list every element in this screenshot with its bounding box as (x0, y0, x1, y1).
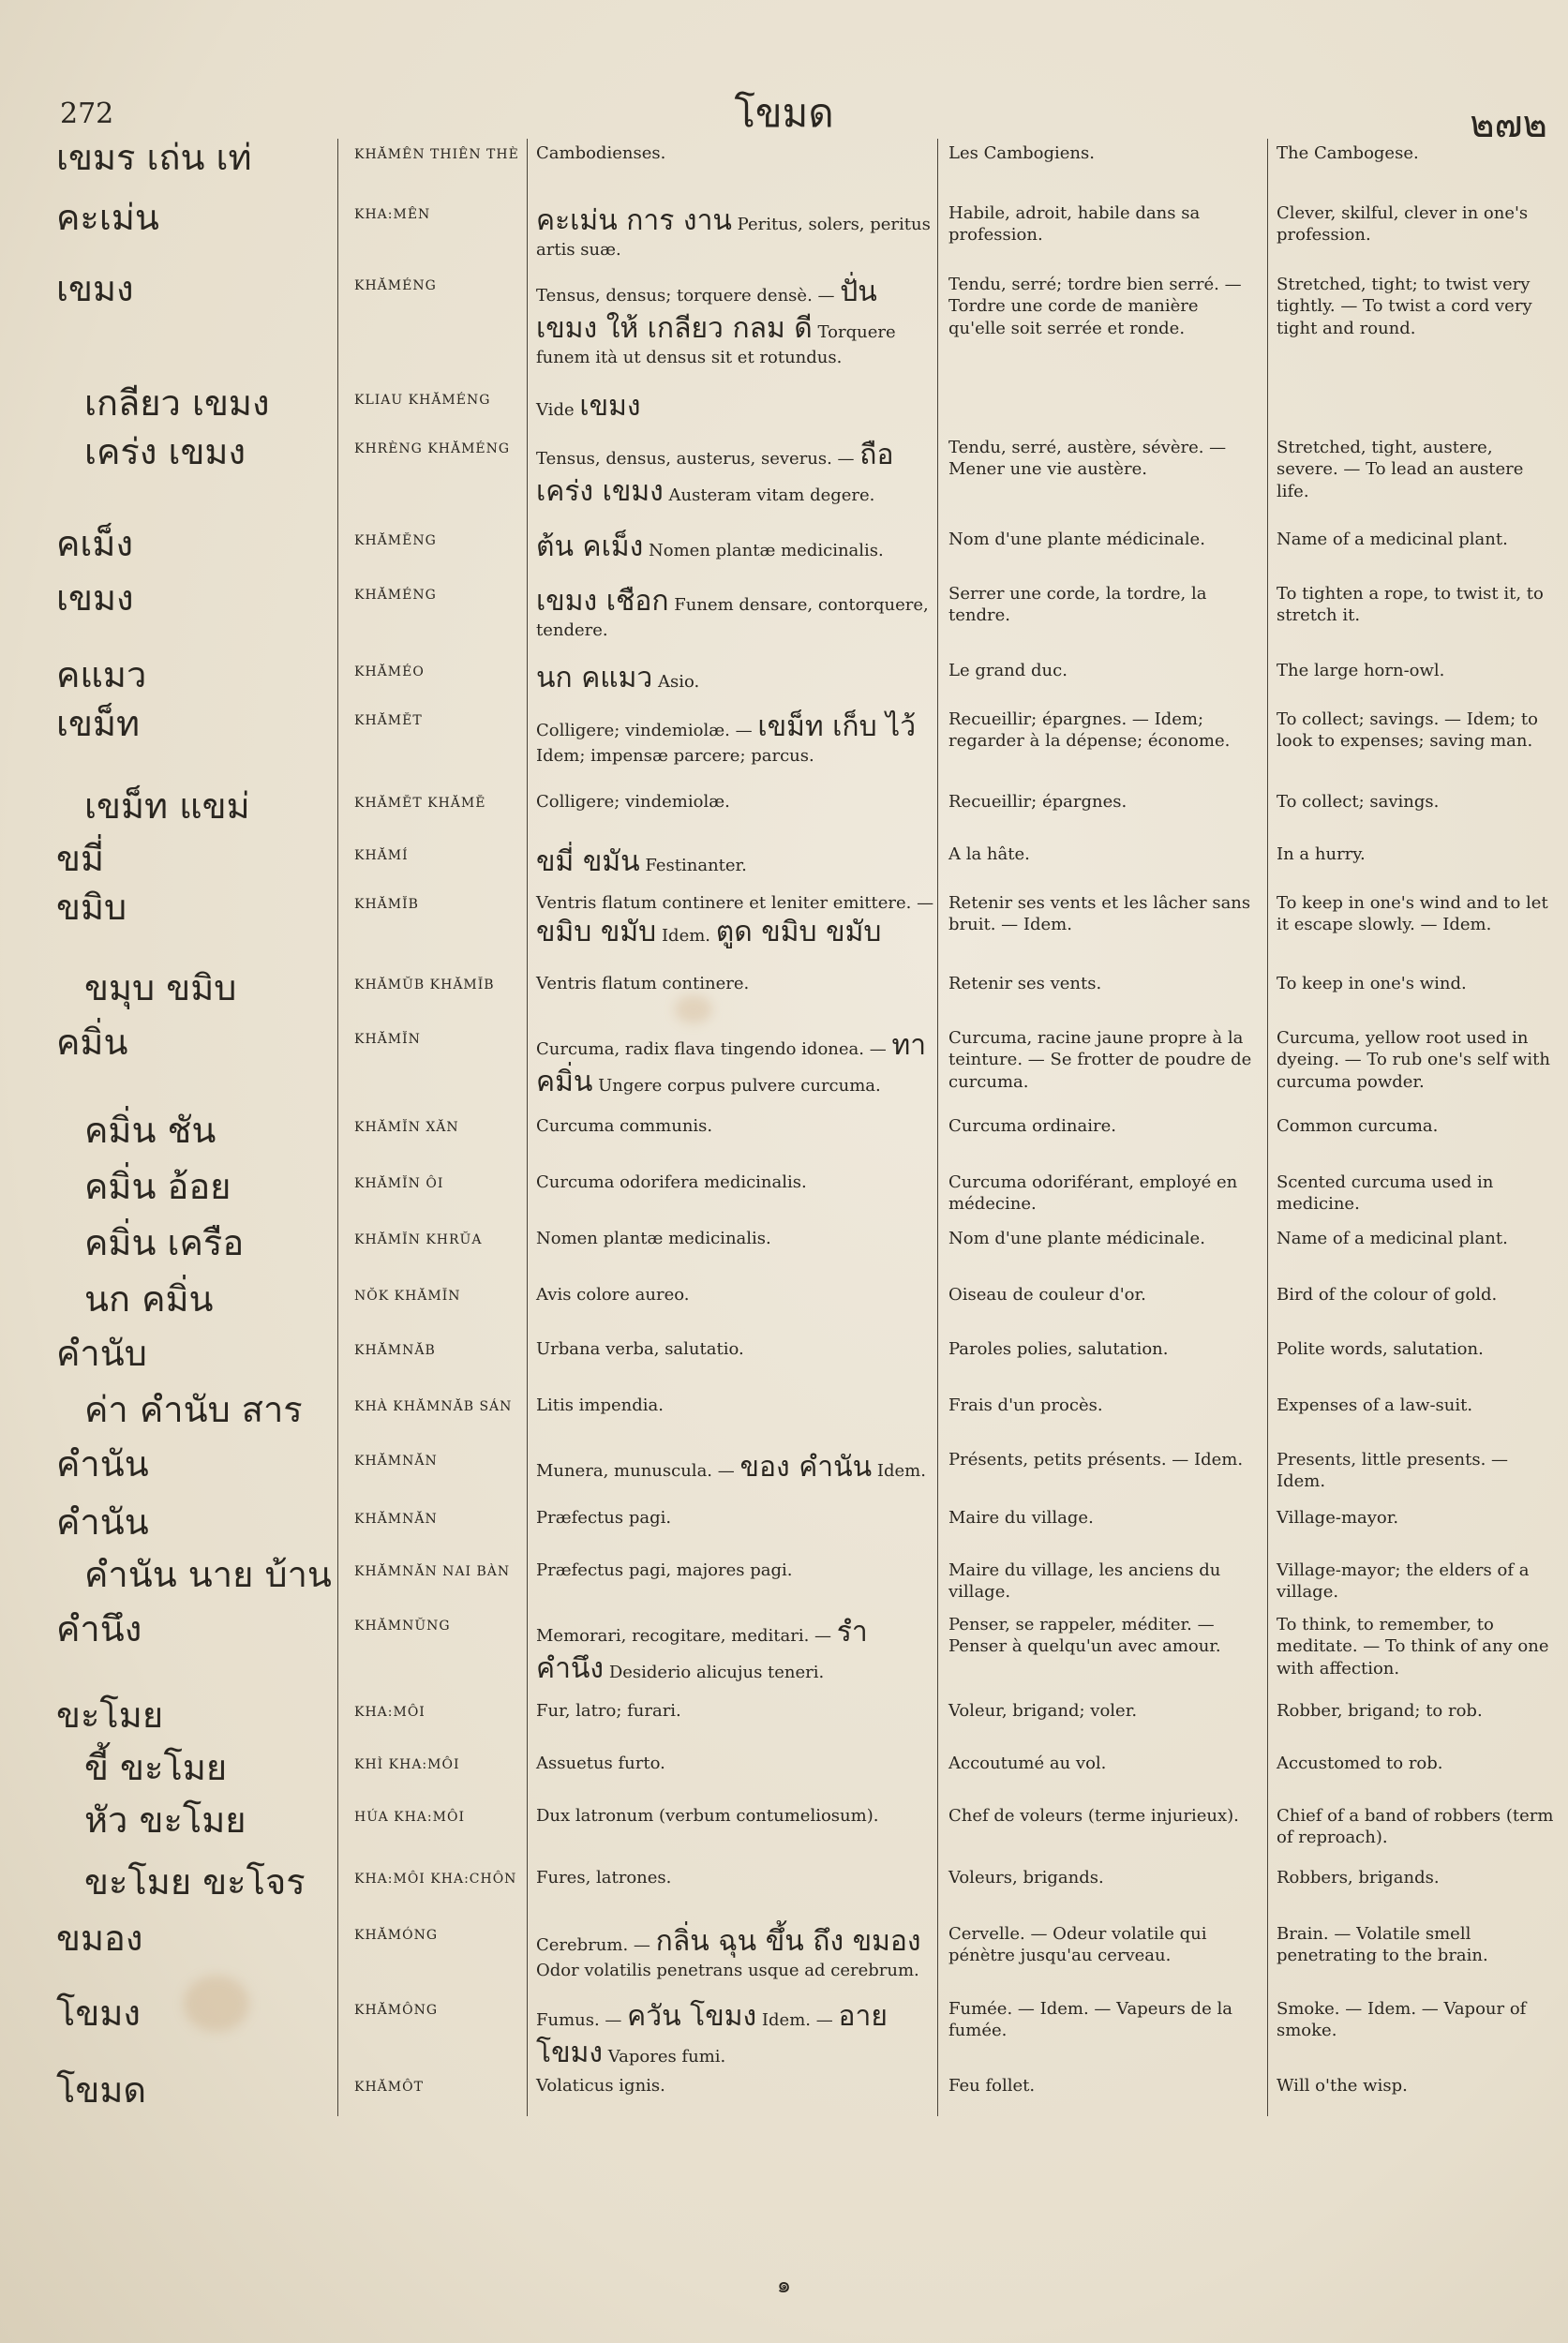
french-definition: Curcuma ordinaire. (948, 1116, 1116, 1136)
romanization: KHĂMŬB KHĂMĬB (354, 977, 495, 992)
french-definition: Cervelle. — Odeur volatile qui pénètre jusqu'au cerveau. (948, 1924, 1207, 1966)
thai-headword: ขมุบ ขมิบ (84, 967, 237, 1008)
english-definition: Will o'the wisp. (1277, 2076, 1408, 2096)
romanization: KHĂMÓNG (354, 1928, 439, 1943)
french-definition: Tendu, serré; tordre bien serré. — Tordre une corde de manière qu'elle soit serrée et ronde. (948, 275, 1242, 338)
french-definition: Voleurs, brigands. (948, 1868, 1104, 1888)
english-definition: To collect; savings. (1277, 792, 1440, 812)
french-definition: Recueillir; épargnes. (948, 792, 1127, 812)
latin-definition (536, 388, 934, 425)
thai-example: ควัน โขมง (627, 2000, 757, 2033)
thai-headword: ขมอง (56, 1918, 143, 1959)
thai-headword: เขม็ท แขม่ (84, 785, 250, 827)
romanization: KHA:MÊN (354, 207, 431, 222)
thai-headword: คมิ่น (56, 1022, 128, 1063)
latin-definition (536, 202, 934, 261)
column-divider (1267, 139, 1268, 2116)
latin-definition (536, 529, 934, 565)
page-number-right: ๒๗๒ (1470, 103, 1547, 146)
paper-stain (675, 995, 712, 1023)
french-definition: Retenir ses vents et les lâcher sans bruit. — Idem. (948, 893, 1251, 935)
thai-headword: คมิ่น อ้อย (84, 1166, 231, 1207)
thai-example: ต้น คเม็ง (536, 530, 644, 563)
latin-text: Litis impendia. (536, 1395, 664, 1415)
latin-definition (536, 1395, 934, 1416)
latin-definition (536, 892, 934, 950)
romanization: KHĂMÔT (354, 2080, 424, 2095)
latin-text: Dux latronum (verbum contumeliosum). (536, 1806, 879, 1826)
thai-headword: นก คมิ่น (84, 1278, 214, 1320)
latin-definition (536, 1027, 934, 1100)
french-definition: Nom d'une plante médicinale. (948, 1229, 1205, 1248)
english-definition: Expenses of a law-suit. (1277, 1395, 1473, 1415)
french-definition: Fumée. — Idem. — Vapeurs de la fumée. (948, 1999, 1232, 2041)
latin-text: Ventris flatum continere et leniter emittere. — (536, 893, 934, 913)
english-definition: Clever, skilful, clever in one's profession. (1277, 203, 1529, 246)
french-definition: Serrer une corde, la tordre, la tendre. (948, 584, 1207, 626)
english-definition: Village-mayor; the elders of a village. (1277, 1560, 1530, 1603)
latin-text: Odor volatilis penetrans usque ad cerebrum. (536, 1961, 919, 1980)
latin-text: Vapores fumi. (607, 2047, 726, 2067)
english-definition: Smoke. — Idem. — Vapour of smoke. (1277, 1999, 1527, 2041)
french-definition: Retenir ses vents. (948, 974, 1102, 993)
latin-text: Torquere funem ità ut densus sit et rotundus. (536, 322, 896, 367)
romanization: KHĂMNĂN (354, 1454, 438, 1469)
thai-example: ทา คมิ่น (536, 1029, 927, 1098)
latin-text: Tensus, densus, austerus, severus. — (536, 449, 855, 469)
thai-example: ของ คำนัน (739, 1451, 873, 1484)
latin-text: Ventris flatum continere. (536, 974, 750, 993)
thai-headword: ขะโมย ขะโจร (84, 1861, 306, 1903)
latin-text: Fumus. — (536, 2010, 622, 2030)
thai-headword: คะเม่น (56, 197, 159, 238)
french-definition: Recueillir; épargnes. — Idem; regarder à la dépense; économe. (948, 709, 1231, 752)
french-definition: Tendu, serré, austère, sévère. — Mener une vie austère. (948, 438, 1227, 480)
romanization: KHA:MÔI (354, 1705, 426, 1720)
english-definition: In a hurry. (1277, 844, 1366, 864)
romanization: KHĂMĔT KHĂMĔ (354, 796, 486, 811)
latin-text: Urbana verba, salutatio. (536, 1339, 744, 1359)
latin-definition (536, 843, 934, 880)
french-definition: Paroles polies, salutation. (948, 1339, 1169, 1359)
french-definition: Habile, adroit, habile dans sa profession. (948, 203, 1201, 246)
latin-text: Fur, latro; furari. (536, 1701, 681, 1721)
thai-example: เขมง (579, 390, 641, 423)
romanization: KHÌ KHA:MÔI (354, 1757, 460, 1772)
french-definition: Voleur, brigand; voler. (948, 1701, 1138, 1721)
english-definition: Stretched, tight; to twist very tightly. — To twist a cord very tight and round. (1277, 275, 1532, 338)
thai-headword: ค่า คำนับ สาร (84, 1389, 303, 1430)
english-definition: Name of a medicinal plant. (1277, 1229, 1508, 1248)
english-definition: Accustomed to rob. (1277, 1754, 1443, 1773)
romanization: KHĂMÍ (354, 848, 409, 863)
french-definition: A la hâte. (948, 844, 1030, 864)
thai-headword: คำนึง (56, 1608, 142, 1649)
signature-mark: ๑ (776, 2272, 792, 2298)
latin-definition (536, 1614, 934, 1687)
latin-definition (536, 1338, 934, 1360)
latin-text: Curcuma communis. (536, 1116, 713, 1136)
latin-text: Munera, munuscula. — (536, 1461, 735, 1481)
thai-example: รำ คำนึง (536, 1616, 868, 1685)
thai-headword: คำนับ (56, 1333, 147, 1374)
latin-text: Avis colore aureo. (536, 1285, 690, 1305)
thai-headword: หัว ขะโมย (84, 1799, 246, 1841)
latin-text: Cambodienses. (536, 143, 666, 163)
french-definition: Curcuma odoriférant, employé en médecine. (948, 1172, 1238, 1215)
french-definition: Accoutumé au vol. (948, 1754, 1107, 1773)
latin-definition (536, 274, 934, 368)
latin-text: Idem. — (761, 2010, 833, 2030)
page-number-left: 272 (60, 97, 114, 130)
latin-definition (536, 660, 934, 696)
french-definition: Les Cambogiens. (948, 143, 1095, 163)
latin-definition (536, 1172, 934, 1193)
english-definition: The Cambogese. (1277, 143, 1419, 163)
english-definition: Robber, brigand; to rob. (1277, 1701, 1483, 1721)
romanization: HÚA KHA:MÔI (354, 1810, 465, 1825)
thai-headword: เคร่ง เขมง (84, 431, 246, 472)
romanization: NŎK KHĂMĬN (354, 1289, 461, 1304)
english-definition: Polite words, salutation. (1277, 1339, 1484, 1359)
latin-text: Volaticus ignis. (536, 2076, 665, 2096)
latin-text: Idem; impensæ parcere; parcus. (536, 746, 814, 766)
romanization: KHĂMNĂN (354, 1512, 438, 1527)
thai-example: คะเม่น การ งาน (536, 204, 732, 237)
romanization: KHĂMÉNG (354, 588, 437, 603)
english-definition: Presents, little presents. — Idem. (1277, 1450, 1509, 1492)
latin-definition (536, 1923, 934, 1981)
latin-definition (536, 1753, 934, 1774)
thai-example: ถือ เคร่ง เขมง (536, 439, 894, 508)
romanization: KHĂMĬN KHRŬA (354, 1232, 483, 1247)
latin-text: Tensus, densus; torquere densè. — (536, 286, 835, 306)
thai-headword: คเม็ง (56, 523, 134, 564)
thai-headword: เขมร เถ่น เท่ (56, 137, 252, 178)
french-definition: Chef de voleurs (terme injurieux). (948, 1806, 1239, 1826)
thai-headword: คแมว (56, 654, 147, 695)
french-definition: Feu follet. (948, 2076, 1036, 2096)
latin-definition (536, 1449, 934, 1485)
thai-headword: คมิ่น ชัน (84, 1110, 217, 1151)
english-definition: To keep in one's wind. (1277, 974, 1467, 993)
latin-text: Funem densare, contorquere, tendere. (536, 595, 929, 640)
english-definition: Common curcuma. (1277, 1116, 1439, 1136)
romanization: KHĂMĬN (354, 1032, 421, 1047)
romanization: KLIAU KHĂMÉNG (354, 393, 491, 408)
thai-headword: คำนัน นาย บ้าน (84, 1554, 332, 1595)
thai-headword: โขมด (56, 2069, 147, 2111)
thai-headword: เขมง (56, 268, 134, 309)
thai-example: ตูด ขมิบ ขมับ (715, 916, 882, 949)
latin-definition (536, 1507, 934, 1529)
french-definition: Frais d'un procès. (948, 1395, 1103, 1415)
french-definition: Nom d'une plante médicinale. (948, 530, 1205, 549)
english-definition: To collect; savings. — Idem; to look to expenses; saving man. (1277, 709, 1538, 752)
french-definition: Maire du village. (948, 1508, 1094, 1528)
latin-text: Asio. (657, 672, 700, 692)
english-definition: Curcuma, yellow root used in dyeing. — To rub one's self with curcuma powder. (1277, 1028, 1550, 1092)
running-title: โขมด (734, 90, 834, 136)
romanization: KHĂMĔT (354, 713, 423, 728)
french-definition: Oiseau de couleur d'or. (948, 1285, 1146, 1305)
latin-definition (536, 1867, 934, 1888)
thai-example: กลิ่น ฉุน ขึ้น ถึง ขมอง (655, 1925, 921, 1958)
thai-headword: ขะโมย (56, 1694, 164, 1736)
latin-definition (536, 1228, 934, 1249)
english-definition: To keep in one's wind and to let it escape slowly. — Idem. (1277, 893, 1548, 935)
french-definition: Curcuma, racine jaune propre à la teinture. — Se frotter de poudre de curcuma. (948, 1028, 1252, 1092)
latin-definition (536, 1805, 934, 1827)
latin-text: Nomen plantæ medicinalis. (649, 541, 884, 560)
thai-headword: ขมี่ (56, 838, 105, 879)
latin-definition (536, 1700, 934, 1722)
latin-text: Præfectus pagi, majores pagi. (536, 1560, 793, 1580)
thai-headword: ขี้ ขะโมย (84, 1747, 228, 1788)
latin-text: Idem. (661, 926, 711, 947)
romanization: KHĂMĬN XĂN (354, 1120, 459, 1135)
thai-example: ขมี่ ขมัน (536, 845, 640, 878)
french-definition: Maire du village, les anciens du village. (948, 1560, 1221, 1603)
latin-definition (536, 1284, 934, 1306)
thai-headword: คำนัน (56, 1443, 149, 1485)
english-definition: To tighten a rope, to twist it, to stretch it. (1277, 584, 1544, 626)
romanization: KHĂMNĂB (354, 1343, 436, 1358)
romanization: KHĂMÊN THIÊN THÈ (354, 147, 519, 162)
thai-example: อาย โขมง (536, 2000, 888, 2069)
thai-example: เขม็ท เก็บ ไว้ (757, 710, 917, 743)
latin-text: Curcuma, radix flava tingendo idonea. — (536, 1039, 887, 1059)
latin-definition (536, 1998, 934, 2071)
romanization: KHRÈNG KHĂMÉNG (354, 441, 511, 456)
romanization: KHA:MÔI KHA:CHÔN (354, 1872, 517, 1887)
thai-headword: คำนัน (56, 1501, 149, 1543)
page-header (0, 82, 1568, 146)
latin-text: Assuetus furto. (536, 1754, 665, 1773)
latin-definition (536, 709, 934, 767)
latin-text: Desiderio alicujus teneri. (608, 1663, 825, 1682)
romanization: KHĂMÔNG (354, 2003, 439, 2018)
column-divider (937, 139, 938, 2116)
latin-text: Idem. (876, 1461, 926, 1481)
latin-text: Cerebrum. — (536, 1935, 650, 1955)
latin-text: Præfectus pagi. (536, 1508, 672, 1528)
latin-definition (536, 973, 934, 994)
english-definition: Scented curcuma used in medicine. (1277, 1172, 1494, 1215)
latin-definition (536, 1115, 934, 1137)
latin-text: Festinanter. (645, 856, 747, 875)
latin-text: Nomen plantæ medicinalis. (536, 1229, 771, 1248)
latin-text: Memorari, recogitare, meditari. — (536, 1626, 832, 1646)
romanization: KHĂMĬN ÔI (354, 1176, 444, 1191)
english-definition: Robbers, brigands. (1277, 1868, 1440, 1888)
english-definition: To think, to remember, to meditate. — To think of any one with affection. (1277, 1615, 1549, 1679)
latin-text: Vide (536, 400, 575, 420)
latin-text: Colligere; vindemiolæ. — (536, 721, 753, 740)
thai-headword: ขมิบ (56, 887, 127, 928)
latin-text: Austeram vitam degere. (668, 485, 875, 505)
french-definition: Penser, se rappeler, méditer. — Penser à quelqu'un avec amour. (948, 1615, 1221, 1657)
latin-definition (536, 142, 934, 164)
latin-definition (536, 437, 934, 510)
english-definition: Village-mayor. (1277, 1508, 1399, 1528)
thai-headword: โขมง (56, 1992, 141, 2034)
thai-headword: เขม็ท (56, 703, 141, 744)
romanization: KHĂMÉNG (354, 278, 437, 293)
romanization: KHĂMĬB (354, 897, 419, 912)
thai-headword: เขมง (56, 577, 134, 619)
latin-definition (536, 791, 934, 813)
english-definition: Brain. — Volatile smell penetrating to the brain. (1277, 1924, 1488, 1966)
latin-text: Peritus, solers, peritus artis suæ. (536, 215, 931, 260)
romanization: KHĂMÉO (354, 664, 425, 679)
french-definition: Présents, petits présents. — Idem. (948, 1450, 1244, 1470)
thai-headword: คมิ่น เครือ (84, 1222, 245, 1263)
latin-text: Fures, latrones. (536, 1868, 672, 1888)
french-definition: Le grand duc. (948, 661, 1068, 680)
romanization: KHĂMNŬNG (354, 1619, 451, 1634)
latin-definition (536, 2075, 934, 2097)
english-definition: Stretched, tight, austere, severe. — To lead an austere life. (1277, 438, 1524, 501)
latin-definition (536, 583, 934, 641)
english-definition: Bird of the colour of gold. (1277, 1285, 1498, 1305)
thai-example: ขมิบ ขมับ (536, 916, 657, 949)
latin-text: Curcuma odorifera medicinalis. (536, 1172, 807, 1192)
latin-text: Colligere; vindemiolæ. (536, 792, 730, 812)
english-definition: Name of a medicinal plant. (1277, 530, 1508, 549)
romanization: KHÀ KHĂMNĂB SÁN (354, 1399, 513, 1414)
thai-example: เขมง เชือก (536, 585, 669, 618)
thai-example: ปั่น เขมง ให้ เกลียว กลม ดี (536, 276, 877, 345)
latin-definition (536, 1560, 934, 1581)
english-definition: The large horn-owl. (1277, 661, 1445, 680)
thai-example: นก คแมว (536, 662, 653, 694)
english-definition: Chief of a band of robbers (term of reproach). (1277, 1806, 1554, 1848)
column-divider (527, 139, 528, 2116)
romanization: KHĂMNĂN NAI BÀN (354, 1564, 511, 1579)
thai-headword: เกลียว เขมง (84, 382, 270, 424)
latin-text: Ungere corpus pulvere curcuma. (598, 1076, 881, 1096)
romanization: KHĂMĔNG (354, 533, 437, 548)
